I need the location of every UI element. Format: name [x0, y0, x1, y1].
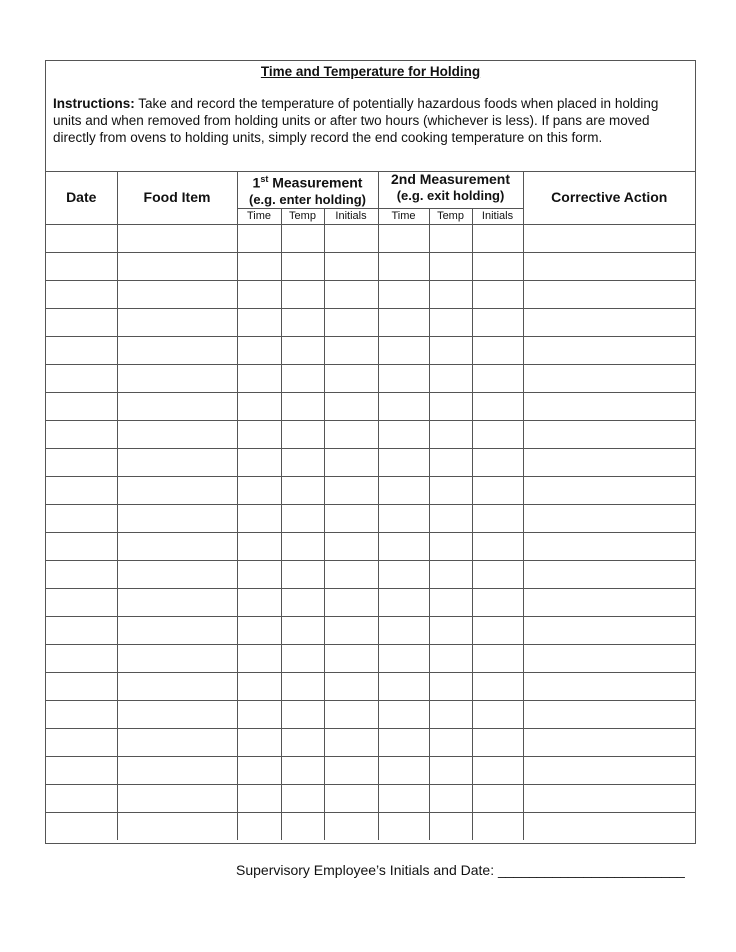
m1-time-cell[interactable]	[237, 756, 281, 784]
table-row	[46, 672, 695, 700]
first-measurement-ordinal: st	[260, 174, 269, 184]
m2-temp-cell[interactable]	[429, 532, 472, 560]
food-item-cell[interactable]	[117, 812, 237, 840]
m2-time-cell[interactable]	[378, 812, 429, 840]
m1-temp-cell[interactable]	[281, 364, 324, 392]
food-item-cell[interactable]	[117, 336, 237, 364]
m1-initials-cell[interactable]	[324, 448, 378, 476]
date-cell[interactable]	[46, 364, 117, 392]
food-item-cell[interactable]	[117, 784, 237, 812]
date-cell[interactable]	[46, 476, 117, 504]
m2-initials-cell[interactable]	[472, 728, 523, 756]
m1-time-cell[interactable]	[237, 504, 281, 532]
m1-initials-cell[interactable]	[324, 784, 378, 812]
m2-temp-cell[interactable]	[429, 420, 472, 448]
log-table-body	[46, 224, 695, 840]
m2-initials-cell[interactable]	[472, 448, 523, 476]
table-row	[46, 616, 695, 644]
table-row	[46, 308, 695, 336]
m2-time-cell[interactable]	[378, 280, 429, 308]
date-cell[interactable]	[46, 448, 117, 476]
corrective-action-cell[interactable]	[523, 532, 695, 560]
header-m2-temp: Temp	[429, 208, 472, 224]
food-item-cell[interactable]	[117, 420, 237, 448]
date-cell[interactable]	[46, 336, 117, 364]
m2-time-cell[interactable]	[378, 728, 429, 756]
food-item-cell[interactable]	[117, 728, 237, 756]
food-item-cell[interactable]	[117, 252, 237, 280]
m2-initials-cell[interactable]	[472, 532, 523, 560]
m1-time-cell[interactable]	[237, 224, 281, 252]
food-item-cell[interactable]	[117, 644, 237, 672]
header-food-item: Food Item	[117, 171, 237, 224]
m1-time-cell[interactable]	[237, 728, 281, 756]
m1-initials-cell[interactable]	[324, 560, 378, 588]
m1-temp-cell[interactable]	[281, 644, 324, 672]
date-cell[interactable]	[46, 728, 117, 756]
first-measurement-subtitle: (e.g. enter holding)	[249, 191, 366, 207]
food-item-cell[interactable]	[117, 504, 237, 532]
header-m1-temp: Temp	[281, 208, 324, 224]
table-row	[46, 224, 695, 252]
m2-temp-cell[interactable]	[429, 280, 472, 308]
table-row	[46, 756, 695, 784]
corrective-action-cell[interactable]	[523, 616, 695, 644]
m2-time-cell[interactable]	[378, 224, 429, 252]
food-item-cell[interactable]	[117, 700, 237, 728]
table-row	[46, 560, 695, 588]
m2-temp-cell[interactable]	[429, 644, 472, 672]
table-row	[46, 588, 695, 616]
m1-initials-cell[interactable]	[324, 392, 378, 420]
corrective-action-cell[interactable]	[523, 588, 695, 616]
m2-time-cell[interactable]	[378, 448, 429, 476]
date-cell[interactable]	[46, 560, 117, 588]
date-cell[interactable]	[46, 812, 117, 840]
m2-temp-cell[interactable]	[429, 672, 472, 700]
m2-initials-cell[interactable]	[472, 588, 523, 616]
table-row	[46, 280, 695, 308]
table-row	[46, 728, 695, 756]
m2-temp-cell[interactable]	[429, 224, 472, 252]
corrective-action-cell[interactable]	[523, 252, 695, 280]
m2-time-cell[interactable]	[378, 420, 429, 448]
header-m1-initials: Initials	[324, 208, 378, 224]
header-m2-time: Time	[378, 208, 429, 224]
m2-temp-cell[interactable]	[429, 476, 472, 504]
date-cell[interactable]	[46, 532, 117, 560]
date-cell[interactable]	[46, 700, 117, 728]
food-item-cell[interactable]	[117, 616, 237, 644]
corrective-action-cell[interactable]	[523, 476, 695, 504]
table-row	[46, 700, 695, 728]
m2-initials-cell[interactable]	[472, 560, 523, 588]
food-item-cell[interactable]	[117, 672, 237, 700]
m2-temp-cell[interactable]	[429, 560, 472, 588]
m2-initials-cell[interactable]	[472, 700, 523, 728]
m2-time-cell[interactable]	[378, 476, 429, 504]
m1-time-cell[interactable]	[237, 532, 281, 560]
m2-initials-cell[interactable]	[472, 784, 523, 812]
m1-temp-cell[interactable]	[281, 588, 324, 616]
m2-initials-cell[interactable]	[472, 756, 523, 784]
m1-time-cell[interactable]	[237, 448, 281, 476]
m2-time-cell[interactable]	[378, 616, 429, 644]
m1-time-cell[interactable]	[237, 560, 281, 588]
m1-time-cell[interactable]	[237, 280, 281, 308]
m1-time-cell[interactable]	[237, 812, 281, 840]
table-row	[46, 784, 695, 812]
table-row	[46, 476, 695, 504]
m2-initials-cell[interactable]	[472, 336, 523, 364]
m1-initials-cell[interactable]	[324, 700, 378, 728]
m1-initials-cell[interactable]	[324, 588, 378, 616]
header-m2-initials: Initials	[472, 208, 523, 224]
m1-temp-cell[interactable]	[281, 224, 324, 252]
m1-temp-cell[interactable]	[281, 308, 324, 336]
instructions-label: Instructions:	[53, 96, 135, 111]
m1-temp-cell[interactable]	[281, 336, 324, 364]
m2-temp-cell[interactable]	[429, 588, 472, 616]
date-cell[interactable]	[46, 504, 117, 532]
m1-initials-cell[interactable]	[324, 616, 378, 644]
m1-temp-cell[interactable]	[281, 420, 324, 448]
header-corrective-action: Corrective Action	[523, 171, 695, 224]
m1-time-cell[interactable]	[237, 588, 281, 616]
instructions	[53, 95, 689, 146]
date-cell[interactable]	[46, 280, 117, 308]
m2-initials-cell[interactable]	[472, 308, 523, 336]
food-item-cell[interactable]	[117, 392, 237, 420]
m2-temp-cell[interactable]	[429, 728, 472, 756]
table-row	[46, 812, 695, 840]
m1-temp-cell[interactable]	[281, 616, 324, 644]
table-row	[46, 420, 695, 448]
m2-temp-cell[interactable]	[429, 812, 472, 840]
table-row	[46, 364, 695, 392]
m1-initials-cell[interactable]	[324, 224, 378, 252]
m2-temp-cell[interactable]	[429, 616, 472, 644]
m2-time-cell[interactable]	[378, 364, 429, 392]
m1-time-cell[interactable]	[237, 672, 281, 700]
table-row	[46, 448, 695, 476]
table-row	[46, 336, 695, 364]
m1-initials-cell[interactable]	[324, 476, 378, 504]
corrective-action-cell[interactable]	[523, 812, 695, 840]
m1-initials-cell[interactable]	[324, 280, 378, 308]
date-cell[interactable]	[46, 588, 117, 616]
m1-time-cell[interactable]	[237, 392, 281, 420]
m1-initials-cell[interactable]	[324, 812, 378, 840]
m2-time-cell[interactable]	[378, 336, 429, 364]
m1-temp-cell[interactable]	[281, 756, 324, 784]
second-measurement-subtitle: (e.g. exit holding)	[396, 188, 505, 203]
holding-log-table	[46, 171, 695, 840]
first-measurement-title: Measurement	[268, 174, 363, 191]
m1-initials-cell[interactable]	[324, 504, 378, 532]
header-date: Date	[46, 171, 117, 224]
m1-temp-cell[interactable]	[281, 448, 324, 476]
m2-initials-cell[interactable]	[472, 252, 523, 280]
food-item-cell[interactable]	[117, 448, 237, 476]
table-row	[46, 644, 695, 672]
corrective-action-cell[interactable]	[523, 700, 695, 728]
m2-time-cell[interactable]	[378, 700, 429, 728]
corrective-action-cell[interactable]	[523, 448, 695, 476]
m2-temp-cell[interactable]	[429, 504, 472, 532]
m1-temp-cell[interactable]	[281, 532, 324, 560]
m2-time-cell[interactable]	[378, 784, 429, 812]
m1-temp-cell[interactable]	[281, 280, 324, 308]
corrective-action-cell[interactable]	[523, 672, 695, 700]
m2-temp-cell[interactable]	[429, 364, 472, 392]
m1-initials-cell[interactable]	[324, 756, 378, 784]
m2-initials-cell[interactable]	[472, 476, 523, 504]
m1-initials-cell[interactable]	[324, 252, 378, 280]
m2-time-cell[interactable]	[378, 588, 429, 616]
table-row	[46, 504, 695, 532]
m1-temp-cell[interactable]	[281, 812, 324, 840]
m1-time-cell[interactable]	[237, 476, 281, 504]
m2-temp-cell[interactable]	[429, 308, 472, 336]
food-item-cell[interactable]	[117, 588, 237, 616]
m1-time-cell[interactable]	[237, 784, 281, 812]
date-cell[interactable]	[46, 252, 117, 280]
header-first-measurement	[237, 171, 378, 208]
m1-temp-cell[interactable]	[281, 560, 324, 588]
m1-temp-cell[interactable]	[281, 504, 324, 532]
form-header	[46, 61, 695, 172]
m1-initials-cell[interactable]	[324, 672, 378, 700]
date-cell[interactable]	[46, 224, 117, 252]
m1-time-cell[interactable]	[237, 616, 281, 644]
m1-temp-cell[interactable]	[281, 476, 324, 504]
m2-time-cell[interactable]	[378, 308, 429, 336]
food-item-cell[interactable]	[117, 756, 237, 784]
corrective-action-cell[interactable]	[523, 560, 695, 588]
second-measurement-title: 2nd Measurement	[390, 171, 511, 187]
corrective-action-cell[interactable]	[523, 504, 695, 532]
m2-temp-cell[interactable]	[429, 336, 472, 364]
m1-initials-cell[interactable]	[324, 728, 378, 756]
m1-temp-cell[interactable]	[281, 672, 324, 700]
m1-initials-cell[interactable]	[324, 336, 378, 364]
corrective-action-cell[interactable]	[523, 420, 695, 448]
table-row	[46, 392, 695, 420]
m2-temp-cell[interactable]	[429, 252, 472, 280]
corrective-action-cell[interactable]	[523, 364, 695, 392]
m1-temp-cell[interactable]	[281, 392, 324, 420]
m1-time-cell[interactable]	[237, 364, 281, 392]
m1-time-cell[interactable]	[237, 336, 281, 364]
food-item-cell[interactable]	[117, 308, 237, 336]
m2-time-cell[interactable]	[378, 560, 429, 588]
corrective-action-cell[interactable]	[523, 224, 695, 252]
m2-time-cell[interactable]	[378, 532, 429, 560]
corrective-action-cell[interactable]	[523, 336, 695, 364]
food-item-cell[interactable]	[117, 224, 237, 252]
m2-initials-cell[interactable]	[472, 280, 523, 308]
m2-initials-cell[interactable]	[472, 224, 523, 252]
header-m1-time: Time	[237, 208, 281, 224]
table-row	[46, 252, 695, 280]
m2-initials-cell[interactable]	[472, 364, 523, 392]
m2-time-cell[interactable]	[378, 392, 429, 420]
m1-temp-cell[interactable]	[281, 252, 324, 280]
corrective-action-cell[interactable]	[523, 308, 695, 336]
m1-initials-cell[interactable]	[324, 420, 378, 448]
date-cell[interactable]	[46, 616, 117, 644]
food-item-cell[interactable]	[117, 280, 237, 308]
m2-time-cell[interactable]	[378, 504, 429, 532]
m2-initials-cell[interactable]	[472, 644, 523, 672]
m2-temp-cell[interactable]	[429, 448, 472, 476]
date-cell[interactable]	[46, 672, 117, 700]
m2-temp-cell[interactable]	[429, 700, 472, 728]
holding-log-form	[45, 60, 696, 844]
m2-initials-cell[interactable]	[472, 616, 523, 644]
m2-initials-cell[interactable]	[472, 812, 523, 840]
date-cell[interactable]	[46, 392, 117, 420]
first-measurement-number: 1	[252, 174, 261, 191]
date-cell[interactable]	[46, 420, 117, 448]
m2-time-cell[interactable]	[378, 672, 429, 700]
m2-initials-cell[interactable]	[472, 672, 523, 700]
m2-time-cell[interactable]	[378, 756, 429, 784]
date-cell[interactable]	[46, 644, 117, 672]
m1-initials-cell[interactable]	[324, 644, 378, 672]
m1-temp-cell[interactable]	[281, 784, 324, 812]
m1-time-cell[interactable]	[237, 700, 281, 728]
form-title: Time and Temperature for Holding	[260, 64, 481, 79]
food-item-cell[interactable]	[117, 532, 237, 560]
header-second-measurement	[378, 171, 523, 208]
corrective-action-cell[interactable]	[523, 644, 695, 672]
corrective-action-cell[interactable]	[523, 756, 695, 784]
m2-temp-cell[interactable]	[429, 392, 472, 420]
date-cell[interactable]	[46, 308, 117, 336]
corrective-action-cell[interactable]	[523, 280, 695, 308]
m2-temp-cell[interactable]	[429, 784, 472, 812]
supervisor-signature-line: Supervisory Employee’s Initials and Date: ________________________	[236, 862, 685, 878]
m2-initials-cell[interactable]	[472, 392, 523, 420]
food-item-cell[interactable]	[117, 476, 237, 504]
m1-time-cell[interactable]	[237, 308, 281, 336]
m2-initials-cell[interactable]	[472, 420, 523, 448]
corrective-action-cell[interactable]	[523, 392, 695, 420]
food-item-cell[interactable]	[117, 364, 237, 392]
m1-temp-cell[interactable]	[281, 700, 324, 728]
date-cell[interactable]	[46, 784, 117, 812]
table-row	[46, 532, 695, 560]
m1-temp-cell[interactable]	[281, 728, 324, 756]
date-cell[interactable]	[46, 756, 117, 784]
instructions-text: Take and record the temperature of potentially hazardous foods when placed in holding units and when removed from holding units or after two hours (whichever is less). If pans are moved directly from ovens to holding units, simply record the end cooking temperature on this form.	[53, 96, 659, 145]
m1-initials-cell[interactable]	[324, 532, 378, 560]
m2-temp-cell[interactable]	[429, 756, 472, 784]
food-item-cell[interactable]	[117, 560, 237, 588]
corrective-action-cell[interactable]	[523, 728, 695, 756]
m2-time-cell[interactable]	[378, 644, 429, 672]
m1-time-cell[interactable]	[237, 252, 281, 280]
corrective-action-cell[interactable]	[523, 784, 695, 812]
m2-time-cell[interactable]	[378, 252, 429, 280]
m1-time-cell[interactable]	[237, 644, 281, 672]
m1-time-cell[interactable]	[237, 420, 281, 448]
m2-initials-cell[interactable]	[472, 504, 523, 532]
m1-initials-cell[interactable]	[324, 364, 378, 392]
m1-initials-cell[interactable]	[324, 308, 378, 336]
